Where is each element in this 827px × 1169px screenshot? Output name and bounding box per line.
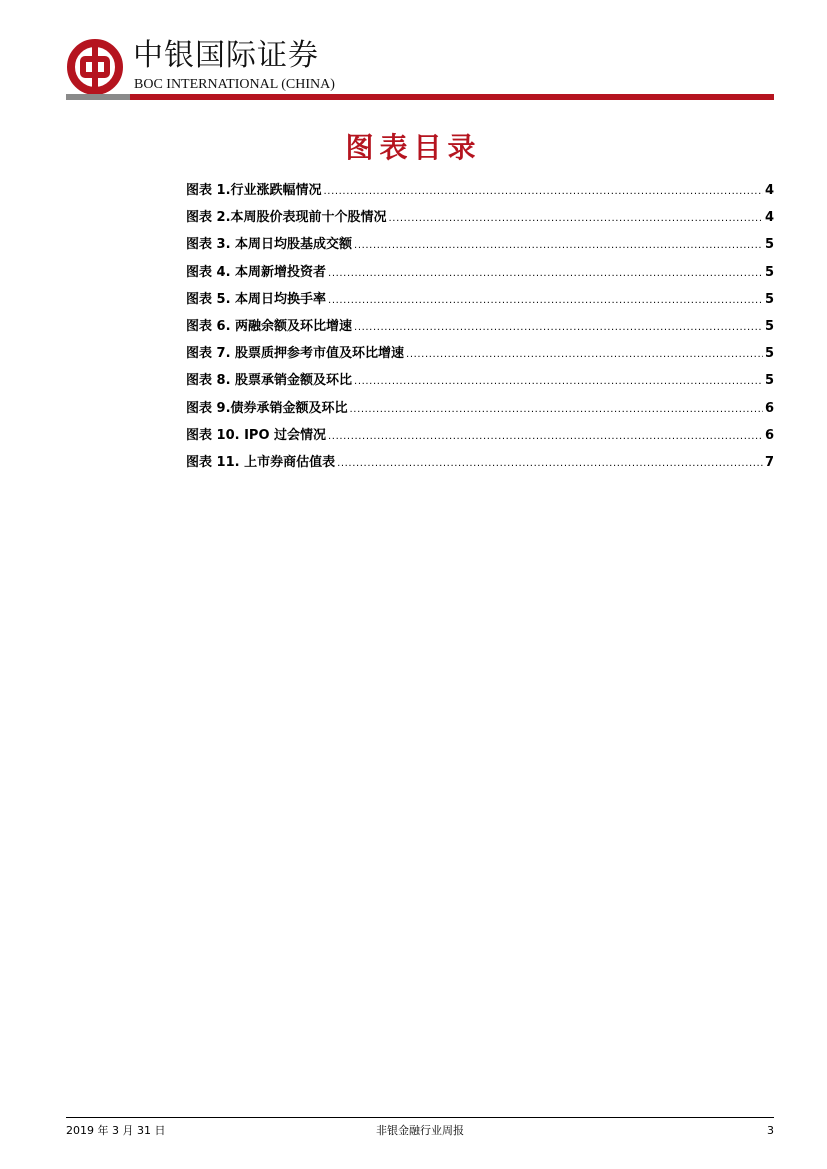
toc-entry[interactable] (186, 290, 774, 317)
toc-dot-leader (389, 209, 763, 229)
toc-entry-page: 4 (764, 183, 774, 198)
toc-entry[interactable] (186, 263, 774, 290)
toc-entry-page: 4 (764, 210, 774, 226)
toc-entry-label: 图表 1.行业涨跌幅情况 (186, 183, 322, 198)
toc-entry[interactable] (186, 453, 774, 480)
toc-entry[interactable] (186, 235, 774, 262)
toc-entry-label: 图表 4. 本周新增投资者 (186, 264, 327, 280)
toc-dot-leader (337, 454, 763, 474)
toc-entry-page: 5 (764, 237, 774, 253)
toc-dot-leader (354, 318, 763, 338)
toc-entry-page: 5 (764, 291, 774, 307)
footer-page-number: 3 (767, 1124, 774, 1137)
toc-entry[interactable] (186, 426, 774, 453)
footer-divider (66, 1117, 774, 1118)
toc-dot-leader (328, 291, 763, 311)
toc-dot-leader (350, 400, 763, 420)
toc-entry-label: 图表 6. 两融余额及环比增速 (186, 318, 353, 334)
toc-entry-page: 6 (764, 427, 774, 443)
toc-entry-page: 5 (764, 373, 774, 389)
header-divider (66, 94, 774, 100)
toc-dot-leader (354, 236, 763, 256)
toc-entry[interactable] (186, 317, 774, 344)
toc-dot-leader (354, 372, 763, 392)
toc-entry[interactable] (186, 371, 774, 398)
toc-entry-label: 图表 8. 股票承销金额及环比 (186, 373, 353, 389)
toc-entry-label: 图表 3. 本周日均股基成交额 (186, 237, 353, 253)
toc-entry[interactable] (186, 344, 774, 371)
toc-dot-leader (406, 345, 763, 365)
toc-entry-label: 图表 9.债券承销金额及环比 (186, 400, 348, 416)
toc-entry-page: 7 (764, 454, 774, 470)
boc-logo-icon (66, 38, 124, 96)
toc-entry-label: 图表 10. IPO 过会情况 (186, 427, 327, 443)
footer-report-name: 非银金融行业周报 (376, 1124, 464, 1137)
toc-entry-page: 6 (764, 400, 774, 416)
toc-entry-page: 5 (764, 264, 774, 280)
footer-date: 2019 年 3 月 31 日 (66, 1124, 166, 1137)
toc-dot-leader (328, 264, 763, 284)
toc-entry-page: 5 (764, 346, 774, 362)
toc-entry[interactable] (186, 181, 774, 208)
toc-entry-page: 5 (764, 318, 774, 334)
toc-dot-leader (324, 182, 763, 202)
toc-entry-label: 图表 2.本周股价表现前十个股情况 (186, 210, 387, 226)
page-footer (66, 1122, 774, 1140)
toc-entry[interactable] (186, 208, 774, 235)
table-of-figures (186, 181, 774, 480)
toc-entry-label: 图表 7. 股票质押参考市值及环比增速 (186, 346, 405, 362)
toc-entry-label: 图表 5. 本周日均换手率 (186, 291, 327, 307)
toc-entry-label: 图表 11. 上市券商估值表 (186, 454, 336, 470)
toc-dot-leader (328, 427, 763, 447)
brand-name-cn: 中银国际证券 (133, 38, 319, 73)
toc-entry[interactable] (186, 399, 774, 426)
toc-title: 图表目录 (345, 131, 482, 164)
brand-name-en: BOC INTERNATIONAL (CHINA) (134, 77, 335, 92)
